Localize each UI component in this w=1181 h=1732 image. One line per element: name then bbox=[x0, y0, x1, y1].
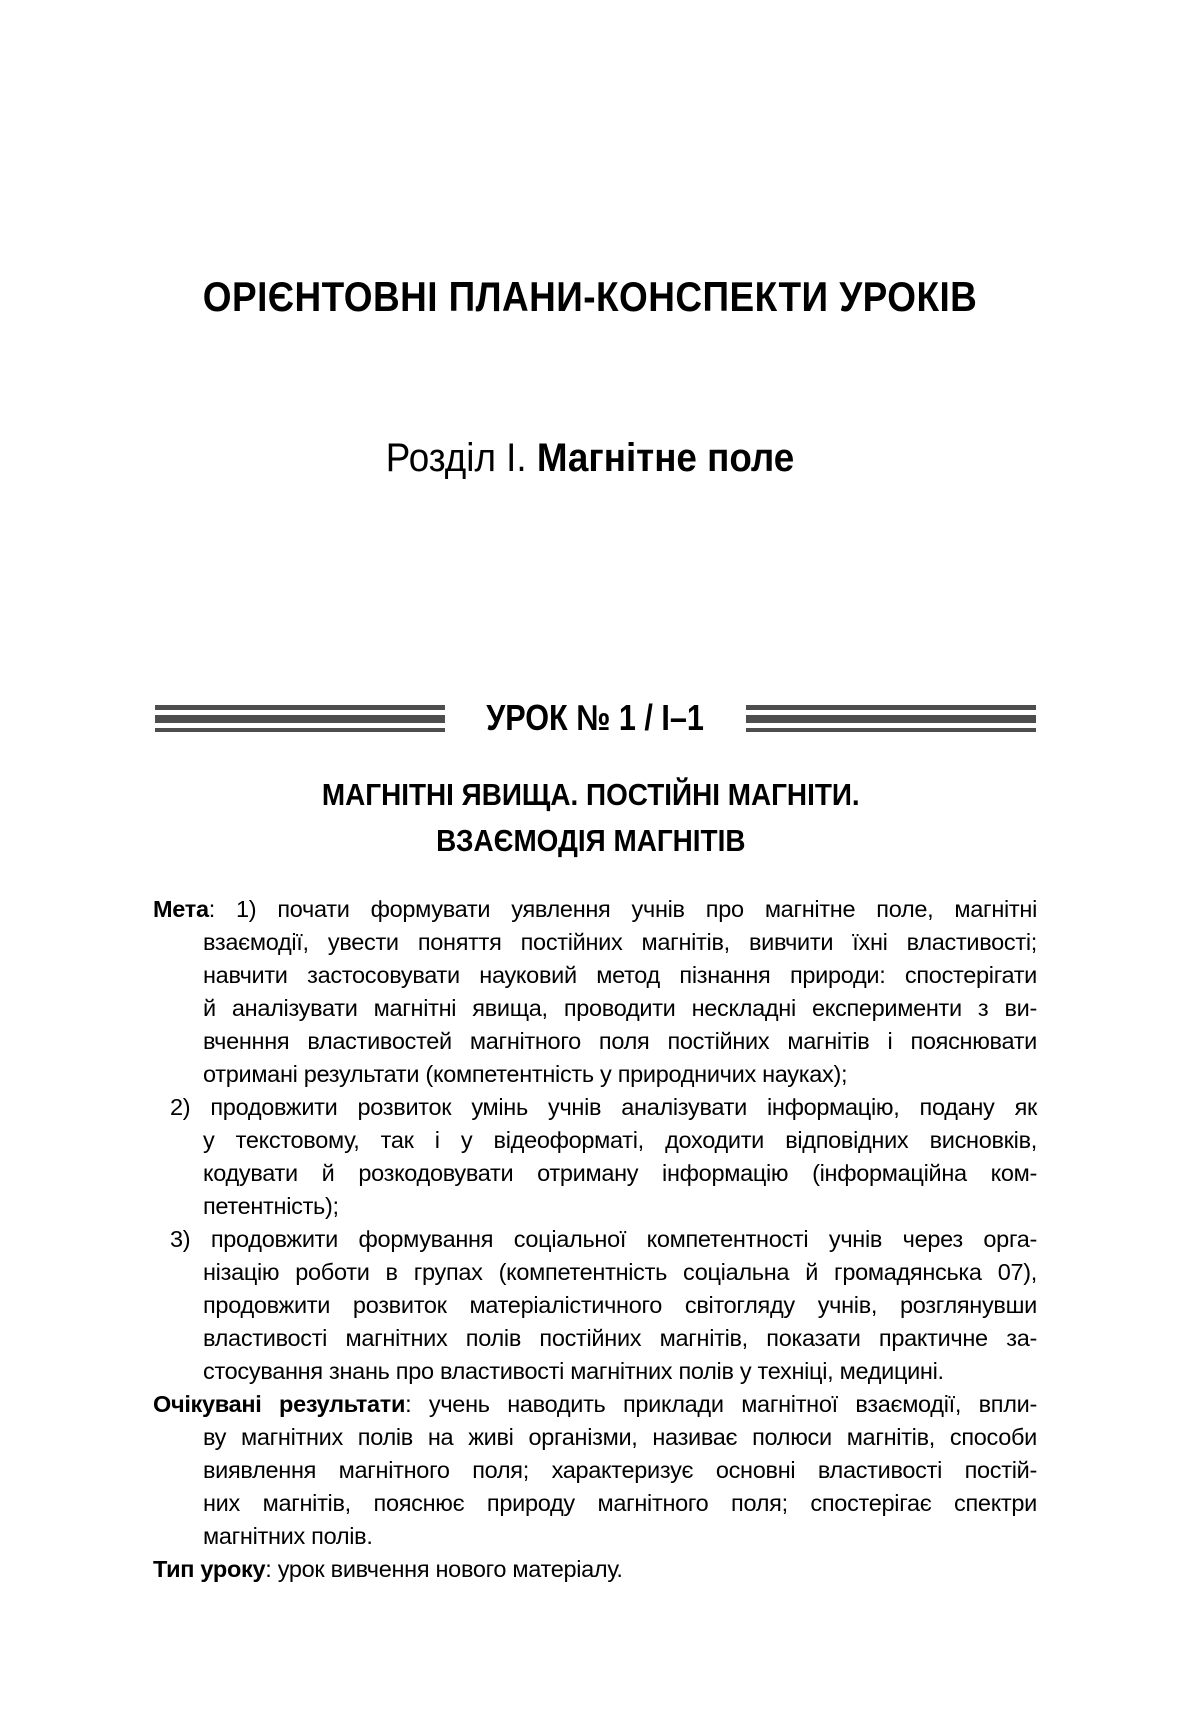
banner-label bbox=[467, 697, 723, 738]
meta-first-line bbox=[153, 893, 1037, 926]
expected-line: виявлення магнітного поля; характеризує основні властивості постій- bbox=[203, 1457, 1037, 1483]
body-text bbox=[153, 893, 1037, 1586]
banner-stripes-right bbox=[746, 705, 1036, 732]
lesson-banner bbox=[155, 697, 1036, 738]
item3-line: властивості магнітних полів постійних магнітів, показати практичне за- bbox=[203, 1325, 1037, 1351]
paragraph-lesson-type bbox=[153, 1553, 1037, 1586]
item3-line: стосування знань про властивості магнітних полів у техніці, медицині. bbox=[203, 1358, 944, 1384]
lesson-title-line2-text: ВЗАЄМОДІЯ МАГНІТІВ bbox=[435, 823, 746, 858]
section-name: Магнітне поле bbox=[537, 436, 795, 480]
stripe bbox=[155, 705, 445, 710]
meta-line: отримані результати (компетентність у природничих науках); bbox=[203, 1061, 848, 1087]
expected-line: ву магнітних полів на живі організми, називає полюси магнітів, способи bbox=[203, 1424, 1037, 1450]
paragraph-expected bbox=[153, 1388, 1037, 1553]
section-title bbox=[0, 438, 1181, 478]
item2-line: петентність); bbox=[203, 1193, 339, 1219]
item3-first-line: 3) продовжити формування соціальної компетентності учнів через орга- bbox=[170, 1226, 1037, 1252]
meta-line: взаємодії, увести поняття постійних магнітів, вивчити їхні властивості; bbox=[203, 929, 1037, 955]
meta-line: навчити застосовувати науковий метод пізнання природи: спостерігати bbox=[203, 962, 1037, 988]
expected-line: магнітних полів. bbox=[203, 1523, 373, 1549]
lesson-title-line2 bbox=[0, 818, 1181, 864]
expected-line: них магнітів, пояснює природу магнітного поля; спостерігає спектри bbox=[203, 1490, 1037, 1516]
stripe bbox=[746, 715, 1036, 723]
section-prefix: Розділ І. bbox=[386, 436, 538, 480]
banner-label-text: УРОК № 1 / І–1 bbox=[486, 697, 705, 738]
banner-stripes-left bbox=[155, 705, 445, 732]
item2-line: кодувати й розкодовувати отриману інформацію (інформаційна ком- bbox=[203, 1160, 1037, 1186]
item3-line: нізацію роботи в групах (компетентність соціальна й громадянська 07), bbox=[203, 1259, 1037, 1285]
expected-first-line bbox=[153, 1388, 1037, 1421]
lesson-type-label: Тип уроку bbox=[153, 1556, 266, 1582]
main-title bbox=[0, 273, 1181, 320]
stripe bbox=[746, 728, 1036, 732]
item3-line: продовжити розвиток матеріалістичного світогляду учнів, розглянувши bbox=[203, 1292, 1037, 1318]
meta-line: вченння властивостей магнітного поля постійних магнітів і пояснювати bbox=[203, 1028, 1037, 1054]
stripe bbox=[155, 728, 445, 732]
meta-line: й аналізувати магнітні явища, проводити нескладні експерименти з ви- bbox=[203, 995, 1037, 1021]
item2-line: у текстовому, так і у відеоформаті, доходити відповідних висновків, bbox=[203, 1127, 1037, 1153]
meta-label: Мета bbox=[153, 896, 209, 922]
expected-label: Очікувані результати bbox=[153, 1391, 406, 1417]
paragraph-item2 bbox=[153, 1091, 1037, 1223]
lesson-title bbox=[0, 772, 1181, 864]
paragraph-item3 bbox=[153, 1223, 1037, 1388]
item2-first-line: 2) продовжити розвиток умінь учнів аналізувати інформацію, подану як bbox=[170, 1094, 1037, 1120]
main-title-text: ОРІЄНТОВНІ ПЛАНИ-КОНСПЕКТИ УРОКІВ bbox=[203, 273, 978, 320]
stripe bbox=[155, 715, 445, 723]
lesson-title-line1 bbox=[0, 772, 1181, 818]
expected-first-rest: : учень наводить приклади магнітної взаємодії, впли- bbox=[405, 1391, 1037, 1417]
meta-first-rest: : 1) почати формувати уявлення учнів про магнітне поле, магнітні bbox=[208, 896, 1037, 922]
paragraph-meta bbox=[153, 893, 1037, 1091]
lesson-type-rest: : урок вивчення нового матеріалу. bbox=[265, 1556, 623, 1582]
lesson-title-line1-text: МАГНІТНІ ЯВИЩА. ПОСТІЙНІ МАГНІТИ. bbox=[321, 777, 860, 812]
lesson-type-line bbox=[153, 1553, 1037, 1586]
stripe bbox=[746, 705, 1036, 710]
